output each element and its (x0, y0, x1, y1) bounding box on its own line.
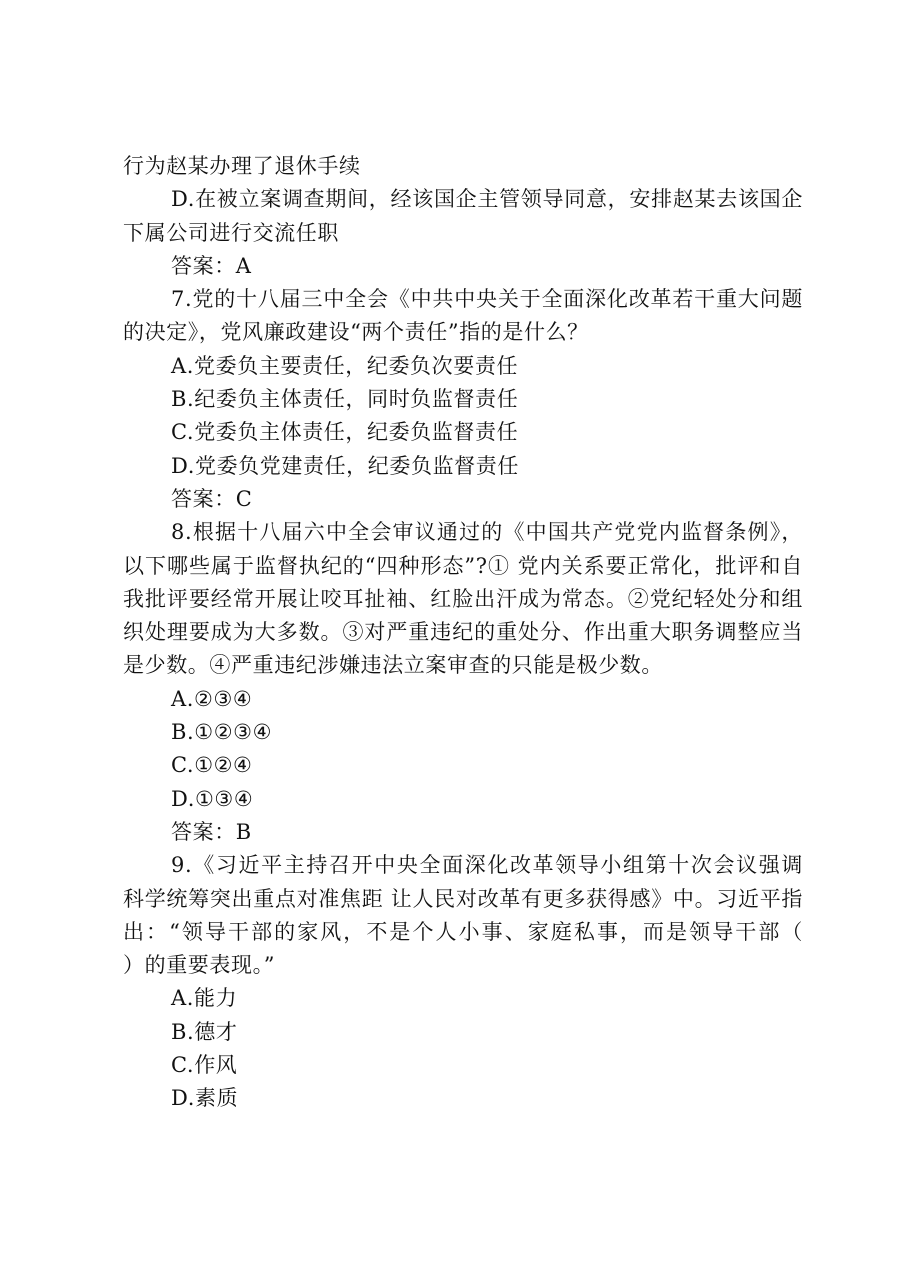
question-7: 7.党的十八届三中全会《中共中央关于全面深化改革若干重大问题的决定》，党风廉政建设“两个责任”指的是什么？ (123, 287, 803, 345)
answer-line: 答案：C (171, 486, 253, 511)
option-a: A.②③④ (171, 686, 253, 711)
option-d: D.党委负党建责任，纪委负监督责任 (171, 453, 519, 478)
answer-line: 答案：B (171, 819, 252, 844)
option-d: D.素质 (171, 1086, 239, 1111)
option-a: A.能力 (171, 986, 238, 1011)
option-c: C.作风 (171, 1053, 238, 1078)
option-b: B.德才 (171, 1019, 238, 1044)
option-b: B.①②③④ (171, 720, 273, 745)
option-a: A.党委负主要责任，纪委负次要责任 (171, 353, 519, 378)
question-continuation-line: 行为赵某办理了退休手续 (123, 154, 361, 178)
option-c: C.党委负主体责任，纪委负监督责任 (171, 420, 519, 445)
question-9: 9.《习近平主持召开中央全面深化改革领导小组第十次会议强调 科学统筹突出重点对准焦距 让人民对改革有更多获得感》中。习近平指出：“领导干部的家风，不是个人小事、家庭私事，而是领导干部（ ）的重要表现。” (123, 853, 847, 978)
answer-line: 答案：A (171, 253, 252, 278)
option-b: B.纪委负主体责任，同时负监督责任 (171, 387, 519, 412)
document-body (123, 150, 847, 1116)
option-d: D.在被立案调查期间，经该国企主管领导同意，安排赵某去该国企下属公司进行交流任职 (123, 187, 803, 245)
option-c: C.①②④ (171, 753, 253, 778)
question-8: 8.根据十八届六中全会审议通过的《中国共产党党内监督条例》，以下哪些属于监督执纪的“四种形态”?① 党内关系要正常化，批评和自我批评要经常开展让咬耳扯袖、红脸出汗成为常态。②党纪轻处分和组织处理要成为大多数。③对严重违纪的重处分、作出重大职务调整应当是少数。④严重违纪涉嫌违法立案审查的只能是极少数。 (123, 520, 803, 678)
option-d: D.①③④ (171, 786, 254, 811)
